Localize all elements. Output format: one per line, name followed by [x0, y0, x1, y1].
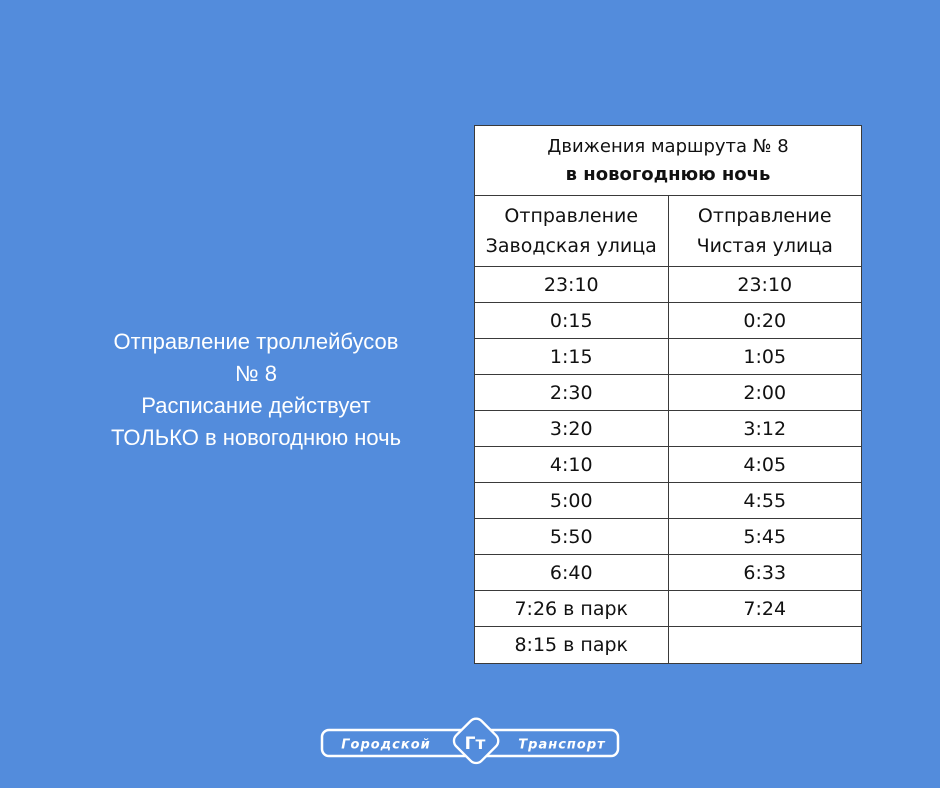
header-chistaya — [668, 196, 862, 266]
table-row — [475, 483, 861, 519]
table-row — [475, 555, 861, 591]
description-line-1: Отправление троллейбусов — [113, 329, 399, 354]
table-row — [475, 303, 861, 339]
schedule-title — [475, 126, 861, 196]
time-chistaya — [668, 627, 862, 663]
time-chistaya: 7:24 — [668, 591, 862, 626]
time-chistaya: 23:10 — [668, 267, 862, 302]
schedule-header-row — [475, 196, 861, 267]
header-zavodskaya-line1: Отправление — [504, 205, 639, 227]
time-zavodskaya: 7:26 в парк — [514, 597, 629, 620]
table-row — [475, 591, 861, 627]
time-chistaya: 4:55 — [668, 483, 862, 518]
schedule-title-line1: Движения маршрута № 8 — [547, 136, 789, 157]
table-row — [475, 267, 861, 303]
description-line-3: Расписание действует — [141, 393, 371, 418]
table-row — [475, 375, 861, 411]
table-row — [475, 447, 861, 483]
time-zavodskaya: 0:15 — [549, 309, 593, 332]
header-zavodskaya-line2: Заводская улица — [485, 235, 657, 257]
description-line-2: № 8 — [235, 361, 277, 386]
time-zavodskaya: 2:30 — [549, 381, 593, 404]
table-row — [475, 339, 861, 375]
time-zavodskaya: 1:15 — [549, 345, 593, 368]
description-line-4: ТОЛЬКО в новогоднюю ночь — [110, 425, 402, 450]
gorodskoy-transport-logo — [320, 716, 620, 768]
schedule-table — [474, 125, 862, 664]
time-chistaya: 3:12 — [668, 411, 862, 446]
logo-monogram: Гт — [464, 734, 486, 754]
time-chistaya: 2:00 — [668, 375, 862, 410]
schedule-title-line2: в новогоднюю ночь — [565, 164, 771, 185]
table-row — [475, 519, 861, 555]
header-zavodskaya — [475, 196, 668, 266]
time-chistaya: 5:45 — [668, 519, 862, 554]
time-zavodskaya: 4:10 — [549, 453, 593, 476]
time-zavodskaya: 6:40 — [549, 561, 593, 584]
header-chistaya-line2: Чистая улица — [696, 235, 833, 257]
time-zavodskaya: 8:15 в парк — [514, 634, 629, 656]
time-zavodskaya: 3:20 — [549, 417, 593, 440]
time-chistaya: 0:20 — [668, 303, 862, 338]
time-chistaya: 4:05 — [668, 447, 862, 482]
table-row — [475, 411, 861, 447]
logo-right-word: Транспорт — [518, 737, 606, 753]
time-chistaya: 6:33 — [668, 555, 862, 590]
logo-left-word: Городской — [341, 737, 431, 753]
time-zavodskaya: 23:10 — [543, 273, 599, 296]
table-row — [475, 627, 861, 663]
description-text — [60, 326, 452, 454]
time-zavodskaya: 5:00 — [549, 489, 593, 512]
time-chistaya: 1:05 — [668, 339, 862, 374]
header-chistaya-line1: Отправление — [697, 205, 832, 227]
time-zavodskaya: 5:50 — [549, 525, 593, 548]
